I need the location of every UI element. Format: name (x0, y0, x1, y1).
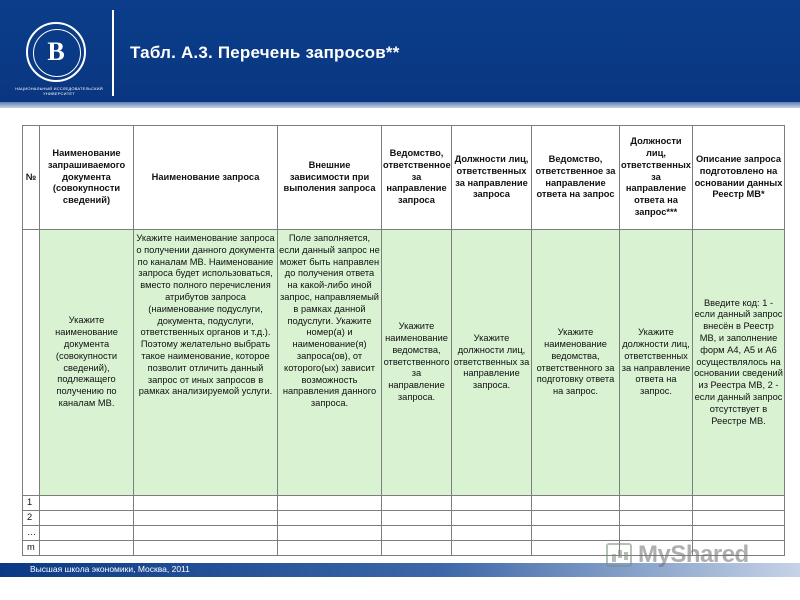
table-cell (693, 526, 785, 541)
slide-title: Табл. А.3. Перечень запросов** (130, 43, 400, 62)
table-cell (693, 496, 785, 511)
table-cell (452, 541, 532, 556)
description-cell-responding-officials: Укажите должности лиц, ответственных за направление ответа на запрос. (620, 230, 693, 496)
table-cell (532, 511, 620, 526)
table-cell (382, 496, 452, 511)
table-cell (452, 496, 532, 511)
table-cell (40, 511, 134, 526)
logo-emblem (26, 22, 86, 82)
table-cell (134, 496, 278, 511)
description-cell-registry-basis: Введите код: 1 - если данный запрос внесён в Реестр МВ, и заполнение форм А4, А5 и А6 осуществлялось на основании сведений из Реестра МВ, 2 - если данный запрос отсутствует в Реестре МВ. (693, 230, 785, 496)
requests-table (22, 125, 785, 556)
table-cell (452, 526, 532, 541)
table-header-row (23, 126, 785, 230)
footer-text: Высшая школа экономики, Москва, 2011 (30, 564, 190, 574)
description-cell-sending-officials: Укажите должности лиц, ответственных за направление запроса. (452, 230, 532, 496)
header-cell-responding-agency: Ведомство, ответственное за направление ответа на запрос (532, 126, 620, 230)
table-cell (620, 526, 693, 541)
header-cell-sending-officials: Должности лиц, ответственных за направление запроса (452, 126, 532, 230)
row-number: 2 (23, 511, 40, 526)
header-cell-number: № (23, 126, 40, 230)
table-cell (452, 511, 532, 526)
presentation-chart-icon (606, 543, 632, 567)
header-divider (112, 10, 114, 96)
header-cell-document: Наименование запрашиваемого документа (совокупности сведений) (40, 126, 134, 230)
table-cell (40, 496, 134, 511)
description-cell-request-name: Укажите наименование запроса о получении данного документа по каналам МВ. Наименование запроса будет использоваться, вместо полного перечисления атрибутов запроса (наименование подуслуги, документа, подуслуги, ответственных органов и т.д.). Поэтому желательно выбрать такое наименование, которое позволит отличить данный запрос от иных запросов в рамках анализируемой услуги. (134, 230, 278, 496)
table-cell (382, 511, 452, 526)
description-cell-sending-agency: Укажите наименование ведомства, ответственного за направление запроса. (382, 230, 452, 496)
table-row (23, 496, 785, 511)
header-cell-responding-officials: Должности лиц, ответственных за направление ответа на запрос*** (620, 126, 693, 230)
table-cell (134, 541, 278, 556)
row-number: … (23, 526, 40, 541)
table-cell (40, 526, 134, 541)
table-cell (134, 526, 278, 541)
table-cell (532, 496, 620, 511)
table-row (23, 511, 785, 526)
table-cell (40, 541, 134, 556)
header-cell-sending-agency: Ведомство, ответственное за направление запроса (382, 126, 452, 230)
row-number: 1 (23, 496, 40, 511)
table-cell (382, 526, 452, 541)
watermark (606, 540, 776, 570)
table-cell (382, 541, 452, 556)
table-cell (278, 526, 382, 541)
table-row (23, 526, 785, 541)
description-cell-document: Укажите наименование документа (совокупности сведений), подлежащего получению по каналам МВ. (40, 230, 134, 496)
table-cell (532, 526, 620, 541)
table-description-row (23, 230, 785, 496)
logo-caption: НАЦИОНАЛЬНЫЙ ИССЛЕДОВАТЕЛЬСКИЙ УНИВЕРСИТЕТ (15, 86, 103, 96)
hse-logo (10, 10, 102, 96)
table-cell (620, 511, 693, 526)
table-cell (693, 511, 785, 526)
logo-letter: В (47, 37, 65, 66)
table-cell (620, 496, 693, 511)
table-cell (278, 541, 382, 556)
requests-table-wrap (22, 125, 784, 556)
table-cell (278, 496, 382, 511)
header-cell-request-name: Наименование запроса (134, 126, 278, 230)
table-cell (278, 511, 382, 526)
header-band (0, 0, 800, 108)
row-number: m (23, 541, 40, 556)
description-cell-number (23, 230, 40, 496)
description-cell-dependencies: Поле заполняется, если данный запрос не может быть направлен до получения ответа на какой-либо иной запрос, направляемый в рамках данной подуслуги. Укажите номер(а) и наименование(я) запроса(ов), от которого(ых) зависит возможность направления данного запроса. (278, 230, 382, 496)
watermark-text: MyShared (638, 541, 749, 568)
table-cell (134, 511, 278, 526)
description-cell-responding-agency: Укажите наименование ведомства, ответственного за подготовку ответа на запрос. (532, 230, 620, 496)
header-cell-registry-basis: Описание запроса подготовлено на основании данных Реестр МВ* (693, 126, 785, 230)
header-cell-dependencies: Внешние зависимости при выполения запроса (278, 126, 382, 230)
